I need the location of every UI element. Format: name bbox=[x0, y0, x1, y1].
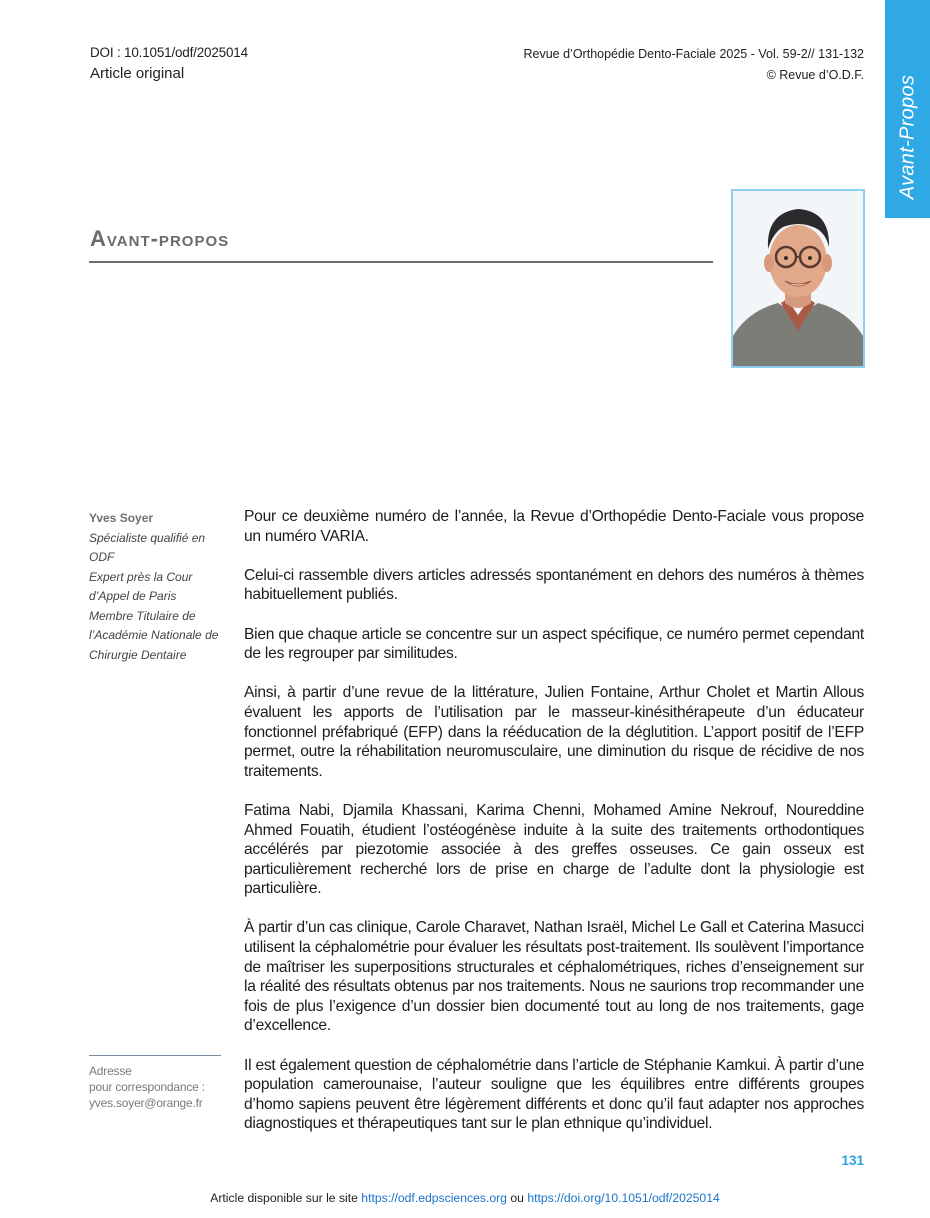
author-credential: Membre Titulaire de l’Académie Nationale de Chirurgie Dentaire bbox=[89, 608, 219, 662]
correspondence-divider bbox=[89, 1055, 221, 1056]
article-type-label: Article original bbox=[90, 65, 185, 82]
copyright-notice: © Revue d’O.D.F. bbox=[766, 68, 864, 82]
author-portrait-image bbox=[733, 191, 863, 366]
doi-text: DOI : 10.1051/odf/2025014 bbox=[90, 45, 248, 60]
body-paragraph: Celui-ci rassemble divers articles adressés spontanément en dehors des numéros à thèmes habituellement publiés. bbox=[244, 566, 864, 604]
doi-link[interactable]: https://doi.org/10.1051/odf/2025014 bbox=[527, 1191, 720, 1205]
author-name: Yves Soyer bbox=[89, 511, 154, 525]
journal-site-link[interactable]: https://odf.edpsciences.org bbox=[361, 1191, 507, 1205]
body-paragraph: Pour ce deuxième numéro de l’année, la Revue d’Orthopédie Dento-Faciale vous propose un numéro VARIA. bbox=[244, 508, 864, 545]
footer-prefix: Article disponible sur le site bbox=[210, 1191, 362, 1205]
author-credential: Expert près la Cour d’Appel de Paris bbox=[89, 569, 193, 603]
body-paragraph: Ainsi, à partir d’une revue de la littérature, Julien Fontaine, Arthur Cholet et Martin Allous évaluent les apports de l’utilisation par le masseur-kinésithérapeute d’un éducateur fonctionnel préfabriqué (EFP) dans la rééducation de la déglutition. L’apport positif de l’EFP permet, outre la réhabilitation neuromusculaire, une diminution du risque de récidive de nos traitements. bbox=[244, 684, 864, 780]
correspondence-label: pour correspondance : bbox=[89, 1080, 205, 1094]
article-body bbox=[244, 507, 864, 1154]
correspondence-info bbox=[89, 1063, 229, 1111]
author-info bbox=[89, 509, 224, 665]
body-paragraph: À partir d’un cas clinique, Carole Charavet, Nathan Israël, Michel Le Gall et Caterina Masucci utilisent la céphalométrie pour évaluer les résultats post-traitement. Ils soulèvent l’importance de maîtriser les superpositions structurales et céphalométriques, riches d’enseignement sur la réalité des résultats obtenus par nos traitements. Nous ne saurions trop recommander une fois de plus l’exigence d’un dossier bien documenté tout au long de nos traitements, gage d’excellence. bbox=[244, 919, 864, 1035]
correspondence-label: Adresse bbox=[89, 1064, 132, 1078]
body-paragraph: Bien que chaque article se concentre sur un aspect spécifique, ce numéro permet cependant de les regrouper par similitudes. bbox=[244, 625, 864, 663]
title-divider bbox=[89, 261, 713, 263]
footer-middle: ou bbox=[506, 1191, 528, 1205]
section-title: Avant-propos bbox=[90, 226, 230, 251]
author-photo bbox=[731, 189, 865, 368]
journal-reference: Revue d’Orthopédie Dento-Faciale 2025 - Vol. 59-2// 131-132 bbox=[523, 47, 864, 61]
author-credential: Spécialiste qualifié en ODF bbox=[89, 530, 206, 564]
body-paragraph: Il est également question de céphalométrie dans l’article de Stéphanie Kamkui. À partir d’une population camerounaise, l’auteur souligne que les équilibres entre différents groupes d’homo sapiens peuvent être légèrement différents et donc qu’il faut adapter nos approches diagnostiques et thérapeutiques tant sur le plan ethnique qu’individuel. bbox=[244, 1056, 864, 1133]
footer-availability bbox=[0, 1191, 930, 1205]
side-tab-label: Avant-Propos bbox=[896, 74, 918, 200]
page-number: 131 bbox=[841, 1153, 864, 1168]
section-side-tab bbox=[885, 0, 930, 218]
correspondence-email[interactable]: yves.soyer@orange.fr bbox=[89, 1096, 203, 1110]
body-paragraph: Fatima Nabi, Djamila Khassani, Karima Chenni, Mohamed Amine Nekrouf, Noureddine Ahmed Fouatih, étudient l’ostéogénèse induite à la suite des traitements orthodontiques accélérés par piezotomie associée à des greffes osseuses. Ce gain osseux est particulièrement recherché lors de prise en charge de l’adulte dont la physiologie est particulière. bbox=[244, 801, 864, 898]
